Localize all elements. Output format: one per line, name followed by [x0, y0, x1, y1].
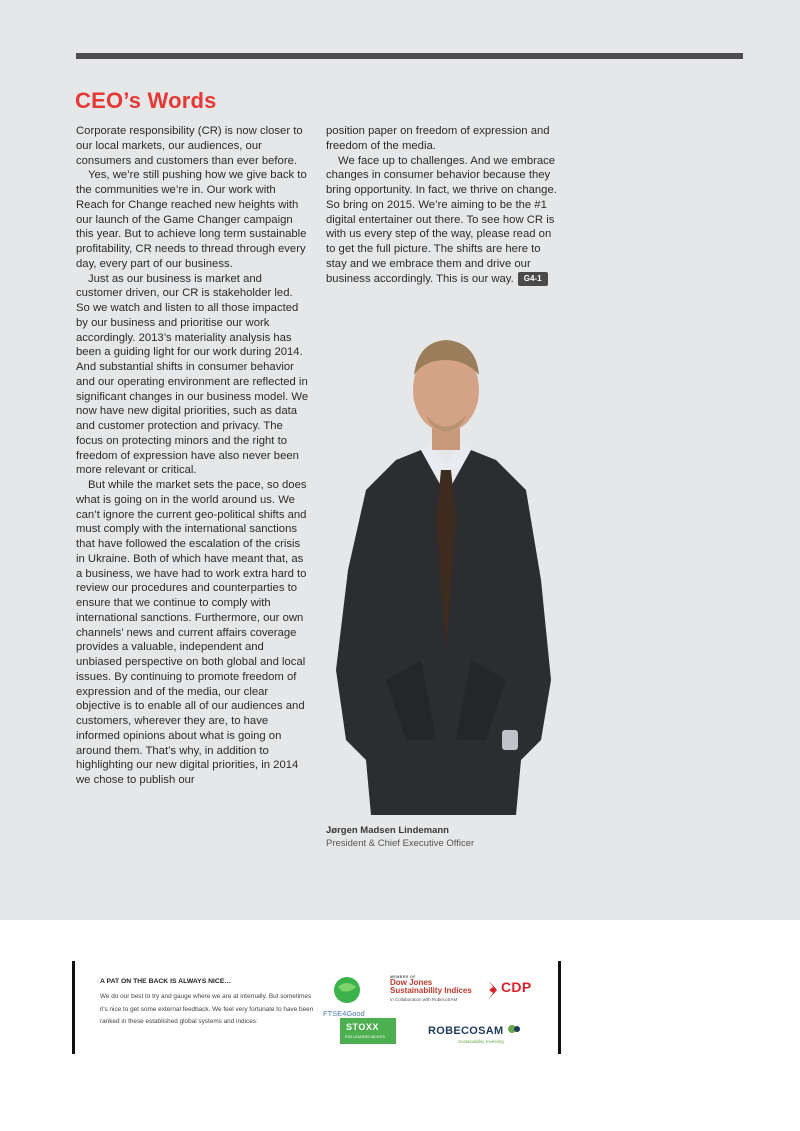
- ftse4good-label: FTSE4Good: [323, 1009, 365, 1018]
- stoxx-logo: [340, 1018, 396, 1044]
- robecosam-mark-icon: [508, 1024, 520, 1034]
- robecosam-sub: Sustainability Investing: [458, 1039, 504, 1044]
- stoxx-label: STOXX: [346, 1022, 379, 1032]
- caption-role: President & Chief Executive Officer: [326, 838, 475, 849]
- banner-title: A PAT ON THE BACK IS ALWAYS NICE…: [100, 978, 232, 985]
- cdp-mark-icon: [487, 981, 501, 999]
- robecosam-label: ROBECOSAM: [428, 1025, 504, 1037]
- globe-icon: [332, 975, 362, 1005]
- caption-name: Jørgen Madsen Lindemann: [326, 825, 449, 836]
- paragraph: Yes, we’re still pushing how we give back to the communities we’re in. Our work with Reach for Change reached new heights with our launch of the Game Changer campaign this year. But to achieve long term sustainable profitability, CR needs to thread through every day, every part of our business.: [76, 169, 307, 270]
- paragraph: Just as our business is market and customer driven, our CR is stakeholder led. So we watch and listen to all those impacted by our business and prioritise our work accordingly. 2013’s materiality analysis has been a guiding light for our work during 2014. And substantial shifts in consumer behavior and our operating environment are reflected in significant changes in our business model. We now have new digital priorities, such as data and customer protection and privacy. The focus on protecting minors and the right to freedom of expression have also never been more relevant or critical.: [76, 272, 309, 477]
- top-rule: [76, 53, 743, 59]
- ftse4good-logo: [325, 975, 369, 1021]
- dj-name: Dow Jones Sustainability Indices: [390, 978, 472, 995]
- stoxx-sub: ESG LEADERS INDICES: [345, 1035, 385, 1039]
- left-column: [76, 124, 309, 788]
- ceo-portrait: [326, 320, 566, 815]
- cdp-logo: [487, 979, 547, 999]
- dow-jones-logo: [390, 975, 480, 1002]
- dj-sub: In Collaboration with RobecoSAM: [390, 997, 458, 1002]
- gri-badge: G4-1: [518, 272, 548, 286]
- paragraph: Corporate responsibility (CR) is now closer to our local markets, our audiences, our consumers and customers than ever before.: [76, 125, 303, 167]
- dj-member-label: MEMBER OF: [390, 975, 416, 979]
- banner-text: We do our best to try and gauge where we are at internally. But sometimes it’s nice to get some external feedback. We feel very fortunate to have been ranked in these established global systems and indices:: [100, 993, 314, 1025]
- page-title: CEO’s Words: [75, 88, 217, 113]
- paragraph: position paper on freedom of expression and freedom of the media.: [326, 125, 550, 152]
- paragraph: But while the market sets the pace, so does what is going on in the world around us. We can’t ignore the current geo-political shifts and must comply with the international sanctions that have followed the escalation of the crisis in Ukraine. Both of which have meant that, as a business, we have had to work extra hard to review our procedures and counterparties to ensure that we continue to comply with international sanctions. Furthermore, our own channels’ news and current affairs coverage provides a valuable, independent and unbiased perspective on both global and local issues. By continuing to promote freedom of expression and of the media, our clear objective is to enable all of our audiences and customers, wherever they are, to have informed opinions about what is going on around them. That’s why, in addition to highlighting our new digital priorities, in 2014 we chose to publish our: [76, 479, 307, 786]
- paragraph-text: We face up to challenges. And we embrace changes in consumer behavior because they bring opportunity. In fact, we thrive on change. So bring on 2015. We’re aiming to be the #1 digital entertainer out there. To see how CR is with us every step of the way, please read on to get the full picture. The shifts are here to stay and we embrace them and drive our business accordingly. This is our way.: [326, 154, 557, 285]
- cdp-label: CDP: [501, 979, 532, 995]
- ratings-banner: [72, 961, 561, 1054]
- robecosam-logo: [428, 1021, 548, 1044]
- paragraph: [326, 154, 558, 287]
- right-column: [326, 124, 558, 286]
